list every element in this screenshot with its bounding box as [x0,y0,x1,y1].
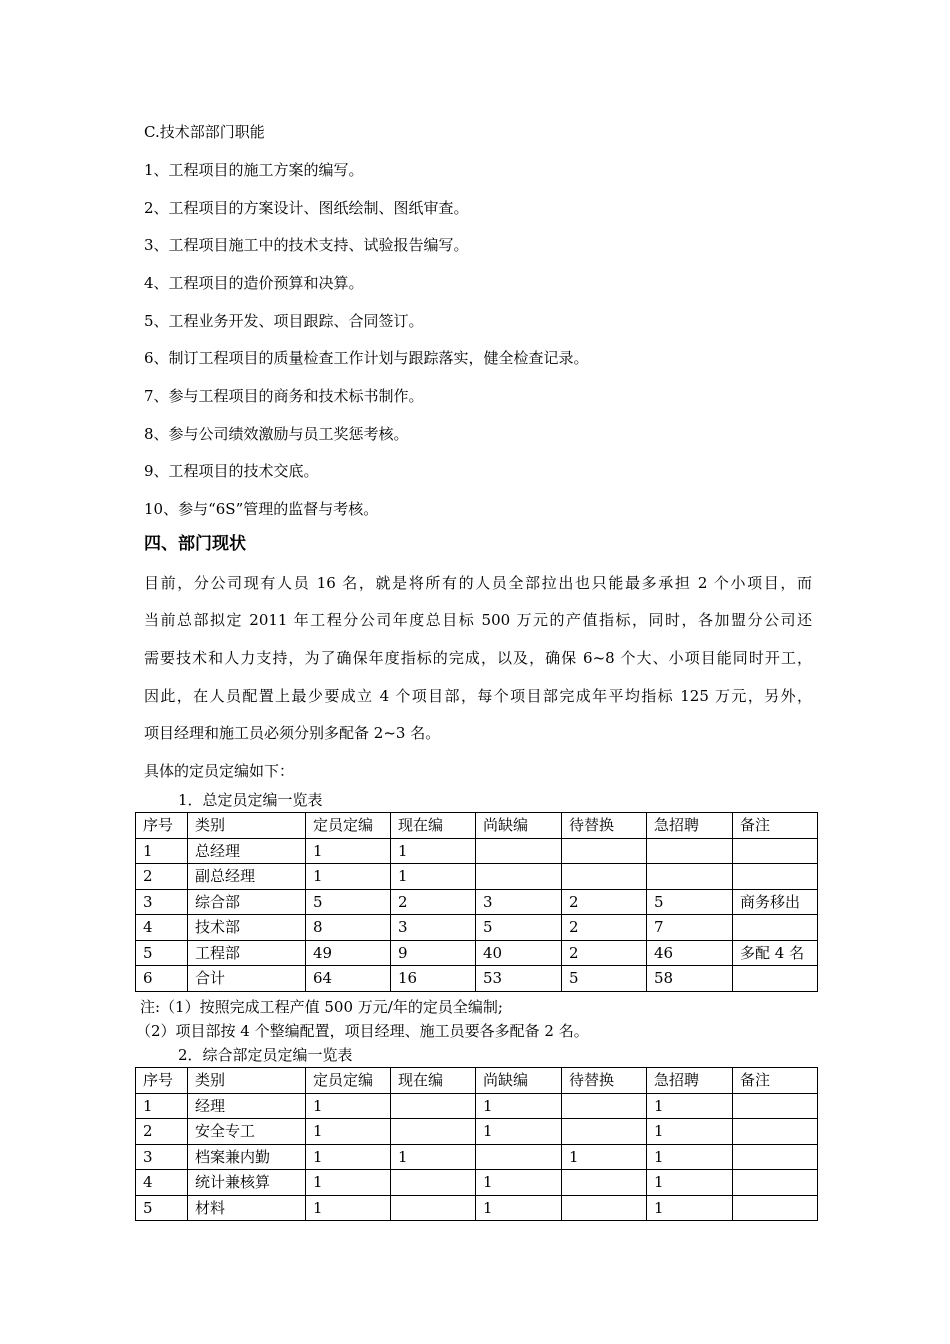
header-cell: 待替换 [562,1068,647,1094]
table-cell: 5 [562,966,647,992]
table-cell [733,1119,818,1145]
table-cell: 1 [647,1195,733,1221]
table-cell [733,1093,818,1119]
header-cell: 现在编 [391,1068,476,1094]
table-row [136,838,818,864]
table-cell: 9 [391,940,476,966]
table-cell [562,864,647,890]
paragraph-line: 目前，分公司现有人员 16 名，就是将所有的人员全部拉出也只能最多承担 2 个小项目，而 [144,574,812,592]
table-cell [391,1093,476,1119]
table-cell: 多配 4 名 [733,940,818,966]
table1-note-2: （2）项目部按 4 个整编配置，项目经理、施工员要各多配备 2 名。 [136,1022,589,1040]
table-cell: 总经理 [188,838,306,864]
paragraph-line: 需要技术和人力支持，为了确保年度指标的完成，以及，确保 6~8 个大、小项目能同时开工， [144,649,812,667]
table-cell [733,864,818,890]
table-cell [647,864,733,890]
table-cell: 2 [391,889,476,915]
table-cell: 5 [136,940,188,966]
admin-dept-staffing-table [135,1067,818,1221]
duty-item-3: 3、工程项目施工中的技术支持、试验报告编写。 [144,236,469,254]
table-cell [647,838,733,864]
table-cell: 53 [476,966,562,992]
table-cell: 5 [476,915,562,941]
table-cell: 2 [136,1119,188,1145]
table-cell: 材料 [188,1195,306,1221]
table-cell: 2 [562,889,647,915]
table-cell [562,838,647,864]
table-cell: 1 [562,1144,647,1170]
header-cell: 现在编 [391,813,476,839]
table-cell: 58 [647,966,733,992]
table-row [136,966,818,992]
table-cell: 1 [306,838,391,864]
table-cell: 1 [306,1093,391,1119]
table-cell [733,1170,818,1196]
table-header-row [136,1068,818,1094]
table-row [136,1170,818,1196]
table-cell [733,966,818,992]
table-cell: 40 [476,940,562,966]
table-cell: 8 [306,915,391,941]
table-cell [733,1195,818,1221]
table-cell [733,1144,818,1170]
table-cell: 1 [476,1170,562,1196]
table-cell [391,1170,476,1196]
table-row [136,1195,818,1221]
table-cell: 1 [391,838,476,864]
table-cell [391,1195,476,1221]
table-cell: 1 [391,1144,476,1170]
table-cell: 1 [647,1119,733,1145]
duty-item-8: 8、参与公司绩效激励与员工奖惩考核。 [144,425,409,443]
table-row [136,864,818,890]
duty-item-6: 6、制订工程项目的质量检查工作计划与跟踪落实，健全检查记录。 [144,349,589,367]
table-cell: 1 [306,1144,391,1170]
paragraph-line: 当前总部拟定 2011 年工程分公司年度总目标 500 万元的产值指标，同时，各加盟分公司还 [144,611,812,629]
duty-item-2: 2、工程项目的方案设计、图纸绘制、图纸审查。 [144,199,469,217]
table-cell: 4 [136,915,188,941]
table-cell: 3 [136,889,188,915]
table-cell: 1 [647,1144,733,1170]
table-cell [562,1119,647,1145]
table-cell: 3 [476,889,562,915]
table-cell: 技术部 [188,915,306,941]
table-cell [733,915,818,941]
table-cell: 64 [306,966,391,992]
table-cell [476,864,562,890]
table-cell: 合计 [188,966,306,992]
table1-note-1: 注:（1）按照完成工程产值 500 万元/年的定员全编制; [140,998,503,1016]
table-cell: 1 [476,1195,562,1221]
header-cell: 急招聘 [647,813,733,839]
table1-caption: 1．总定员定编一览表 [178,791,323,809]
table-cell: 安全专工 [188,1119,306,1145]
table-cell: 4 [136,1170,188,1196]
duty-item-1: 1、工程项目的施工方案的编写。 [144,161,364,179]
header-cell: 序号 [136,813,188,839]
table-cell: 16 [391,966,476,992]
table-cell [476,838,562,864]
header-cell: 急招聘 [647,1068,733,1094]
table-header-row [136,813,818,839]
table-cell: 3 [136,1144,188,1170]
duty-item-9: 9、工程项目的技术交底。 [144,462,319,480]
table-cell: 副总经理 [188,864,306,890]
table-cell [562,1195,647,1221]
table-cell: 7 [647,915,733,941]
section-c-title: C.技术部部门职能 [144,123,265,141]
staffing-intro: 具体的定员定编如下： [144,762,295,780]
table-cell: 1 [647,1093,733,1119]
paragraph-line: 因此，在人员配置上最少要成立 4 个项目部，每个项目部完成年平均指标 125 万元，另外， [144,687,813,705]
table-cell [562,1093,647,1119]
header-cell: 定员定编 [306,1068,391,1094]
table-row [136,1119,818,1145]
table-cell: 经理 [188,1093,306,1119]
table-cell: 1 [306,1195,391,1221]
table-cell: 1 [476,1119,562,1145]
table-row [136,889,818,915]
header-cell: 类别 [188,1068,306,1094]
total-staffing-table [135,812,818,992]
header-cell: 类别 [188,813,306,839]
table-cell: 5 [647,889,733,915]
table-row [136,915,818,941]
table-cell: 2 [562,940,647,966]
header-cell: 序号 [136,1068,188,1094]
table-row [136,1093,818,1119]
table-cell: 综合部 [188,889,306,915]
table-cell [476,1144,562,1170]
table-cell [733,838,818,864]
table-cell: 5 [136,1195,188,1221]
table-cell: 档案兼内勤 [188,1144,306,1170]
section-4-heading: 四、部门现状 [144,534,246,554]
header-cell: 备注 [733,813,818,839]
table-cell: 3 [391,915,476,941]
table-cell: 49 [306,940,391,966]
table-cell: 2 [136,864,188,890]
table-cell: 1 [647,1170,733,1196]
header-cell: 定员定编 [306,813,391,839]
table-cell: 1 [306,1170,391,1196]
table-cell [562,1170,647,1196]
header-cell: 尚缺编 [476,1068,562,1094]
paragraph-line: 项目经理和施工员必须分别多配备 2~3 名。 [144,724,441,742]
table-cell: 1 [136,1093,188,1119]
table-cell: 工程部 [188,940,306,966]
table-cell: 6 [136,966,188,992]
duty-item-5: 5、工程业务开发、项目跟踪、合同签订。 [144,312,424,330]
table-cell: 46 [647,940,733,966]
table-cell: 商务移出 [733,889,818,915]
table-row [136,940,818,966]
table-cell [391,1119,476,1145]
table-cell: 2 [562,915,647,941]
header-cell: 待替换 [562,813,647,839]
table-cell: 1 [391,864,476,890]
duty-item-7: 7、参与工程项目的商务和技术标书制作。 [144,387,424,405]
duty-item-4: 4、工程项目的造价预算和决算。 [144,274,364,292]
table-cell: 1 [136,838,188,864]
duty-item-10: 10、参与“6S”管理的监督与考核。 [144,500,379,518]
table2-caption: 2．综合部定员定编一览表 [178,1046,353,1064]
header-cell: 尚缺编 [476,813,562,839]
table-cell: 5 [306,889,391,915]
table-cell: 1 [306,1119,391,1145]
table-row [136,1144,818,1170]
header-cell: 备注 [733,1068,818,1094]
table-cell: 1 [306,864,391,890]
table-cell: 统计兼核算 [188,1170,306,1196]
table-cell: 1 [476,1093,562,1119]
